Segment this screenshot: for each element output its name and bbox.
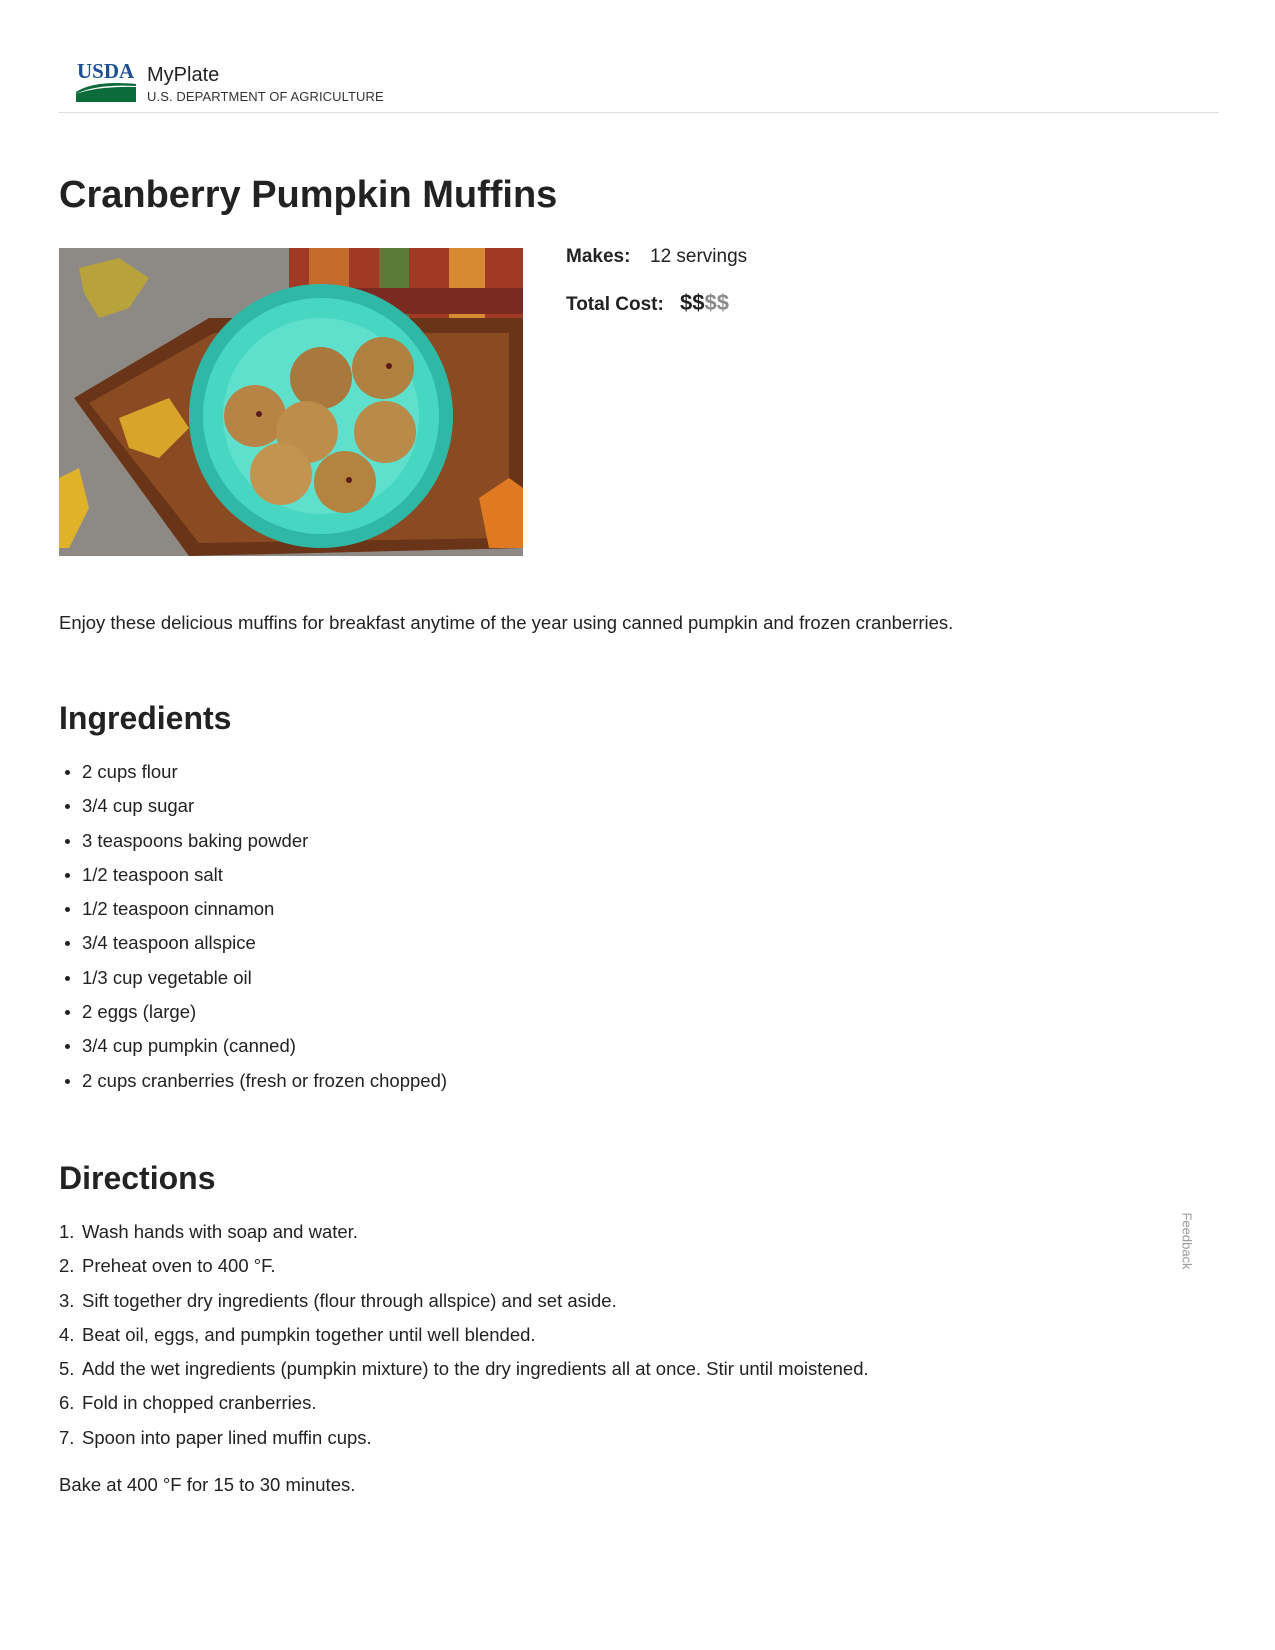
ingredient-item: 3/4 cup sugar bbox=[59, 794, 447, 828]
ingredients-heading: Ingredients bbox=[59, 700, 232, 736]
direction-step bbox=[59, 1220, 869, 1254]
makes-row bbox=[566, 246, 747, 268]
cost-rating-active: $$ bbox=[680, 290, 705, 315]
page-title: Cranberry Pumpkin Muffins bbox=[59, 174, 558, 216]
step-number: 5. bbox=[59, 1358, 75, 1380]
site-header bbox=[59, 58, 1219, 113]
ingredient-item: 2 eggs (large) bbox=[59, 1000, 447, 1034]
step-number: 1. bbox=[59, 1221, 75, 1242]
direction-step bbox=[59, 1323, 869, 1357]
step-text: Add the wet ingredients (pumpkin mixture) to the dry ingredients all at once. Stir until moistened. bbox=[82, 1358, 869, 1380]
makes-label: Makes: bbox=[566, 246, 631, 267]
direction-list bbox=[59, 1220, 869, 1460]
direction-step bbox=[59, 1391, 869, 1425]
bake-note: Bake at 400 °F for 15 to 30 minutes. bbox=[59, 1474, 356, 1495]
direction-step bbox=[59, 1254, 869, 1288]
usda-logo[interactable] bbox=[76, 60, 136, 102]
total-cost-label: Total Cost: bbox=[566, 294, 664, 315]
makes-value: 12 servings bbox=[650, 246, 748, 267]
ingredient-item: 1/2 teaspoon cinnamon bbox=[59, 897, 447, 931]
recipe-photo bbox=[59, 248, 523, 556]
direction-step bbox=[59, 1426, 869, 1460]
usda-logo-text: USDA bbox=[77, 60, 135, 83]
direction-step bbox=[59, 1289, 869, 1323]
step-number: 4. bbox=[59, 1323, 75, 1345]
ingredient-item: 2 cups flour bbox=[59, 760, 447, 794]
step-text: Spoon into paper lined muffin cups. bbox=[82, 1426, 372, 1448]
step-text: Sift together dry ingredients (flour through allspice) and set aside. bbox=[82, 1289, 617, 1311]
ingredient-item: 2 cups cranberries (fresh or frozen chopped) bbox=[59, 1069, 447, 1103]
step-text: Preheat oven to 400 °F. bbox=[82, 1255, 276, 1277]
feedback-label: Feedback bbox=[1179, 1212, 1195, 1270]
step-number: 2. bbox=[59, 1255, 75, 1277]
site-name[interactable]: MyPlate bbox=[147, 64, 220, 86]
ingredient-item: 3 teaspoons baking powder bbox=[59, 829, 447, 863]
ingredient-item: 1/2 teaspoon salt bbox=[59, 863, 447, 897]
step-number: 3. bbox=[59, 1289, 75, 1311]
step-text: Fold in chopped cranberries. bbox=[82, 1392, 317, 1414]
recipe-intro: Enjoy these delicious muffins for breakfast anytime of the year using canned pumpkin and frozen cranberries. bbox=[59, 612, 954, 633]
ingredient-list bbox=[59, 760, 447, 1103]
step-number: 7. bbox=[59, 1426, 75, 1448]
feedback-tab[interactable] bbox=[1177, 1206, 1197, 1276]
total-cost-row bbox=[566, 290, 729, 316]
direction-step bbox=[59, 1357, 869, 1391]
cost-rating-inactive: $$ bbox=[704, 290, 729, 315]
ingredient-item: 1/3 cup vegetable oil bbox=[59, 966, 447, 1000]
step-text: Beat oil, eggs, and pumpkin together until well blended. bbox=[82, 1323, 536, 1345]
step-text: Wash hands with soap and water. bbox=[82, 1221, 358, 1242]
department-name: U.S. DEPARTMENT OF AGRICULTURE bbox=[147, 89, 384, 104]
ingredient-item: 3/4 cup pumpkin (canned) bbox=[59, 1034, 447, 1068]
directions-heading: Directions bbox=[59, 1160, 216, 1196]
step-number: 6. bbox=[59, 1392, 75, 1414]
ingredient-item: 3/4 teaspoon allspice bbox=[59, 931, 447, 965]
